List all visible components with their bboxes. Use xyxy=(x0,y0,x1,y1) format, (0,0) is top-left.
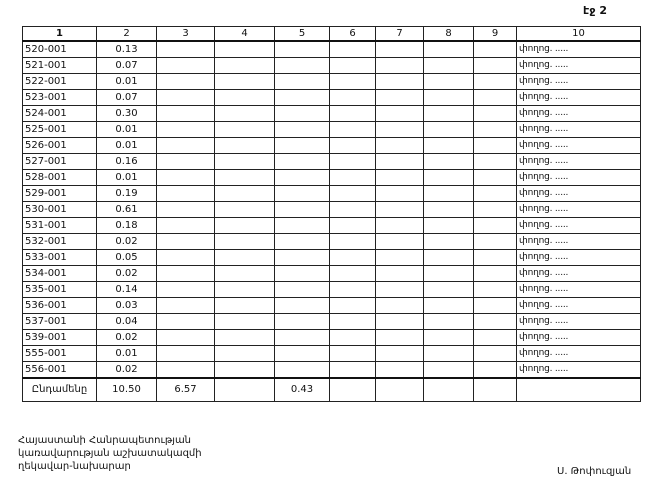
row-value: 0.19 xyxy=(97,186,157,202)
empty-cell xyxy=(424,41,474,58)
total-col4 xyxy=(215,378,275,402)
empty-cell xyxy=(376,138,424,154)
row-note: փողոց. ..... xyxy=(517,362,641,379)
empty-cell xyxy=(215,282,275,298)
empty-cell xyxy=(275,122,330,138)
empty-cell xyxy=(330,314,376,330)
empty-cell xyxy=(474,282,517,298)
empty-cell xyxy=(275,58,330,74)
total-col7 xyxy=(376,378,424,402)
total-label: Ընդամենը xyxy=(23,378,97,402)
empty-cell xyxy=(157,90,215,106)
empty-cell xyxy=(275,362,330,379)
empty-cell xyxy=(157,250,215,266)
row-note: փողոց. ..... xyxy=(517,234,641,250)
empty-cell xyxy=(474,154,517,170)
empty-cell xyxy=(330,330,376,346)
row-code: 525-001 xyxy=(23,122,97,138)
row-code: 529-001 xyxy=(23,186,97,202)
empty-cell xyxy=(474,106,517,122)
empty-cell xyxy=(215,154,275,170)
row-code: 556-001 xyxy=(23,362,97,379)
empty-cell xyxy=(275,314,330,330)
row-code: 523-001 xyxy=(23,90,97,106)
empty-cell xyxy=(275,90,330,106)
table-row xyxy=(23,250,641,266)
empty-cell xyxy=(215,186,275,202)
row-value: 0.18 xyxy=(97,218,157,234)
empty-cell xyxy=(275,266,330,282)
table-row xyxy=(23,106,641,122)
row-value: 0.01 xyxy=(97,138,157,154)
header-row xyxy=(23,27,641,42)
empty-cell xyxy=(424,234,474,250)
column-header: 9 xyxy=(474,27,517,42)
empty-cell xyxy=(424,218,474,234)
row-note: փողոց. ..... xyxy=(517,282,641,298)
empty-cell xyxy=(474,346,517,362)
row-note: փողոց. ..... xyxy=(517,346,641,362)
empty-cell xyxy=(275,250,330,266)
empty-cell xyxy=(330,218,376,234)
empty-cell xyxy=(424,170,474,186)
empty-cell xyxy=(275,346,330,362)
row-value: 0.16 xyxy=(97,154,157,170)
empty-cell xyxy=(330,74,376,90)
row-note: փողոց. ..... xyxy=(517,41,641,58)
row-note: փողոց. ..... xyxy=(517,106,641,122)
empty-cell xyxy=(474,298,517,314)
row-note: փողոց. ..... xyxy=(517,58,641,74)
empty-cell xyxy=(157,330,215,346)
empty-cell xyxy=(215,74,275,90)
empty-cell xyxy=(474,314,517,330)
row-code: 521-001 xyxy=(23,58,97,74)
empty-cell xyxy=(330,41,376,58)
row-code: 524-001 xyxy=(23,106,97,122)
empty-cell xyxy=(330,298,376,314)
empty-cell xyxy=(376,106,424,122)
row-note: փողոց. ..... xyxy=(517,202,641,218)
empty-cell xyxy=(376,202,424,218)
column-header: 6 xyxy=(330,27,376,42)
empty-cell xyxy=(474,58,517,74)
empty-cell xyxy=(424,138,474,154)
row-value: 0.07 xyxy=(97,90,157,106)
footer-line: կառավարության աշխատակազմի xyxy=(18,448,202,459)
empty-cell xyxy=(215,41,275,58)
empty-cell xyxy=(376,170,424,186)
empty-cell xyxy=(474,122,517,138)
table-row xyxy=(23,202,641,218)
row-note: փողոց. ..... xyxy=(517,250,641,266)
empty-cell xyxy=(376,154,424,170)
table-row xyxy=(23,362,641,379)
total-col9 xyxy=(474,378,517,402)
empty-cell xyxy=(215,138,275,154)
row-value: 0.03 xyxy=(97,298,157,314)
row-value: 0.01 xyxy=(97,122,157,138)
empty-cell xyxy=(376,362,424,379)
column-header: 7 xyxy=(376,27,424,42)
row-code: 522-001 xyxy=(23,74,97,90)
empty-cell xyxy=(424,282,474,298)
data-table xyxy=(22,26,641,402)
row-value: 0.02 xyxy=(97,362,157,379)
empty-cell xyxy=(330,106,376,122)
empty-cell xyxy=(157,154,215,170)
row-code: 520-001 xyxy=(23,41,97,58)
total-col6 xyxy=(330,378,376,402)
empty-cell xyxy=(215,202,275,218)
empty-cell xyxy=(157,314,215,330)
empty-cell xyxy=(330,170,376,186)
empty-cell xyxy=(275,234,330,250)
empty-cell xyxy=(474,138,517,154)
empty-cell xyxy=(474,90,517,106)
row-value: 0.02 xyxy=(97,266,157,282)
empty-cell xyxy=(424,90,474,106)
empty-cell xyxy=(215,234,275,250)
empty-cell xyxy=(157,298,215,314)
empty-cell xyxy=(275,170,330,186)
empty-cell xyxy=(275,186,330,202)
empty-cell xyxy=(376,298,424,314)
row-note: փողոց. ..... xyxy=(517,330,641,346)
empty-cell xyxy=(215,314,275,330)
empty-cell xyxy=(275,282,330,298)
empty-cell xyxy=(376,250,424,266)
footer-title-block xyxy=(18,434,202,473)
table-row xyxy=(23,282,641,298)
empty-cell xyxy=(275,298,330,314)
empty-cell xyxy=(215,266,275,282)
empty-cell xyxy=(474,74,517,90)
empty-cell xyxy=(157,282,215,298)
row-note: փողոց. ..... xyxy=(517,122,641,138)
empty-cell xyxy=(330,362,376,379)
empty-cell xyxy=(330,122,376,138)
empty-cell xyxy=(215,218,275,234)
column-header: 8 xyxy=(424,27,474,42)
empty-cell xyxy=(424,58,474,74)
row-code: 526-001 xyxy=(23,138,97,154)
empty-cell xyxy=(424,346,474,362)
empty-cell xyxy=(157,41,215,58)
total-col8 xyxy=(424,378,474,402)
empty-cell xyxy=(275,138,330,154)
empty-cell xyxy=(424,106,474,122)
empty-cell xyxy=(157,218,215,234)
empty-cell xyxy=(330,250,376,266)
empty-cell xyxy=(215,250,275,266)
empty-cell xyxy=(215,58,275,74)
empty-cell xyxy=(474,250,517,266)
empty-cell xyxy=(424,362,474,379)
empty-cell xyxy=(376,58,424,74)
total-col3: 6.57 xyxy=(157,378,215,402)
empty-cell xyxy=(215,170,275,186)
row-note: փողոց. ..... xyxy=(517,74,641,90)
empty-cell xyxy=(474,362,517,379)
row-value: 0.61 xyxy=(97,202,157,218)
row-note: փողոց. ..... xyxy=(517,170,641,186)
row-code: 527-001 xyxy=(23,154,97,170)
empty-cell xyxy=(157,346,215,362)
empty-cell xyxy=(157,202,215,218)
empty-cell xyxy=(157,74,215,90)
table-row xyxy=(23,90,641,106)
total-col10 xyxy=(517,378,641,402)
row-value: 0.01 xyxy=(97,74,157,90)
empty-cell xyxy=(474,170,517,186)
table-row xyxy=(23,234,641,250)
table-row xyxy=(23,266,641,282)
empty-cell xyxy=(474,234,517,250)
column-header: 4 xyxy=(215,27,275,42)
column-header: 2 xyxy=(97,27,157,42)
column-header: 5 xyxy=(275,27,330,42)
empty-cell xyxy=(376,186,424,202)
empty-cell xyxy=(376,282,424,298)
empty-cell xyxy=(424,250,474,266)
table-row xyxy=(23,218,641,234)
empty-cell xyxy=(330,346,376,362)
empty-cell xyxy=(424,74,474,90)
empty-cell xyxy=(157,234,215,250)
empty-cell xyxy=(330,90,376,106)
empty-cell xyxy=(215,106,275,122)
empty-cell xyxy=(474,218,517,234)
empty-cell xyxy=(376,234,424,250)
row-note: փողոց. ..... xyxy=(517,138,641,154)
empty-cell xyxy=(474,186,517,202)
empty-cell xyxy=(330,138,376,154)
row-note: փողոց. ..... xyxy=(517,154,641,170)
empty-cell xyxy=(215,330,275,346)
empty-cell xyxy=(275,330,330,346)
row-note: փողոց. ..... xyxy=(517,186,641,202)
empty-cell xyxy=(424,266,474,282)
empty-cell xyxy=(330,234,376,250)
empty-cell xyxy=(330,202,376,218)
total-col5: 0.43 xyxy=(275,378,330,402)
row-code: 530-001 xyxy=(23,202,97,218)
empty-cell xyxy=(330,282,376,298)
empty-cell xyxy=(157,122,215,138)
signatory-name: Ս. Թոփուզյան xyxy=(557,466,632,477)
row-value: 0.05 xyxy=(97,250,157,266)
total-row xyxy=(23,378,641,402)
total-col2: 10.50 xyxy=(97,378,157,402)
table-row xyxy=(23,74,641,90)
table-row xyxy=(23,170,641,186)
row-value: 0.02 xyxy=(97,330,157,346)
empty-cell xyxy=(215,90,275,106)
table-row xyxy=(23,138,641,154)
row-code: 536-001 xyxy=(23,298,97,314)
column-header: 1 xyxy=(23,27,97,42)
empty-cell xyxy=(275,74,330,90)
table-row xyxy=(23,346,641,362)
empty-cell xyxy=(275,41,330,58)
row-code: 555-001 xyxy=(23,346,97,362)
row-note: փողոց. ..... xyxy=(517,90,641,106)
empty-cell xyxy=(215,122,275,138)
empty-cell xyxy=(376,330,424,346)
footer-line: Հայաստանի Հանրապետության xyxy=(18,435,192,446)
empty-cell xyxy=(424,154,474,170)
empty-cell xyxy=(424,202,474,218)
empty-cell xyxy=(376,314,424,330)
empty-cell xyxy=(424,314,474,330)
empty-cell xyxy=(275,218,330,234)
table-row xyxy=(23,122,641,138)
table-row xyxy=(23,186,641,202)
empty-cell xyxy=(376,266,424,282)
empty-cell xyxy=(215,346,275,362)
empty-cell xyxy=(474,41,517,58)
row-code: 537-001 xyxy=(23,314,97,330)
empty-cell xyxy=(275,202,330,218)
row-note: փողոց. ..... xyxy=(517,218,641,234)
empty-cell xyxy=(157,106,215,122)
empty-cell xyxy=(157,58,215,74)
row-value: 0.02 xyxy=(97,234,157,250)
row-code: 533-001 xyxy=(23,250,97,266)
row-value: 0.14 xyxy=(97,282,157,298)
empty-cell xyxy=(376,41,424,58)
row-code: 532-001 xyxy=(23,234,97,250)
table-row xyxy=(23,41,641,58)
column-header: 3 xyxy=(157,27,215,42)
row-code: 539-001 xyxy=(23,330,97,346)
empty-cell xyxy=(330,266,376,282)
footer-line: ղեկավար-նախարար xyxy=(18,461,131,472)
empty-cell xyxy=(376,74,424,90)
row-value: 0.01 xyxy=(97,170,157,186)
empty-cell xyxy=(330,154,376,170)
row-code: 531-001 xyxy=(23,218,97,234)
table-row xyxy=(23,154,641,170)
empty-cell xyxy=(275,154,330,170)
page-number: էջ 2 xyxy=(583,4,607,17)
row-code: 534-001 xyxy=(23,266,97,282)
empty-cell xyxy=(376,122,424,138)
empty-cell xyxy=(474,330,517,346)
table-row xyxy=(23,58,641,74)
empty-cell xyxy=(157,170,215,186)
empty-cell xyxy=(330,186,376,202)
empty-cell xyxy=(275,106,330,122)
row-value: 0.04 xyxy=(97,314,157,330)
empty-cell xyxy=(157,362,215,379)
row-note: փողոց. ..... xyxy=(517,266,641,282)
row-value: 0.01 xyxy=(97,346,157,362)
empty-cell xyxy=(376,90,424,106)
row-value: 0.07 xyxy=(97,58,157,74)
empty-cell xyxy=(215,298,275,314)
empty-cell xyxy=(424,298,474,314)
empty-cell xyxy=(157,186,215,202)
column-header: 10 xyxy=(517,27,641,42)
row-code: 528-001 xyxy=(23,170,97,186)
row-value: 0.13 xyxy=(97,41,157,58)
row-value: 0.30 xyxy=(97,106,157,122)
empty-cell xyxy=(474,202,517,218)
table-row xyxy=(23,314,641,330)
empty-cell xyxy=(330,58,376,74)
empty-cell xyxy=(424,122,474,138)
table-row xyxy=(23,298,641,314)
table-body xyxy=(23,41,641,378)
row-note: փողոց. ..... xyxy=(517,298,641,314)
empty-cell xyxy=(376,346,424,362)
row-note: փողոց. ..... xyxy=(517,314,641,330)
empty-cell xyxy=(424,330,474,346)
row-code: 535-001 xyxy=(23,282,97,298)
empty-cell xyxy=(424,186,474,202)
empty-cell xyxy=(376,218,424,234)
table-row xyxy=(23,330,641,346)
empty-cell xyxy=(157,138,215,154)
empty-cell xyxy=(474,266,517,282)
empty-cell xyxy=(215,362,275,379)
empty-cell xyxy=(157,266,215,282)
